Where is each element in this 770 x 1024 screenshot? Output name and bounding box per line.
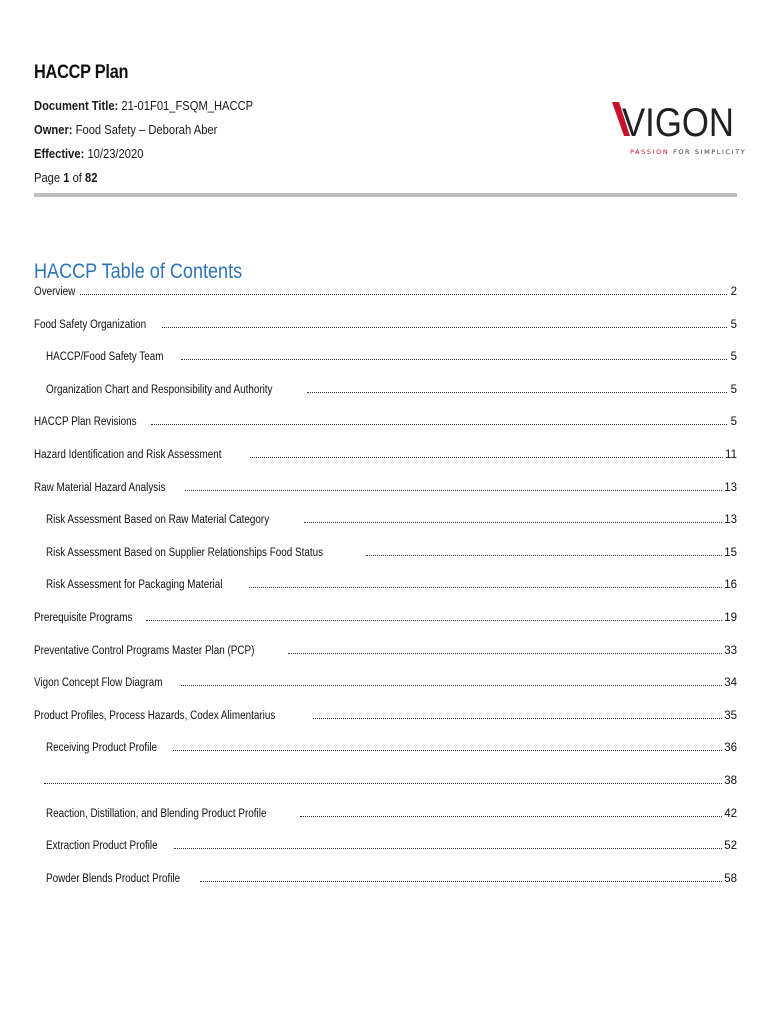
toc-entry-label: Overview — [34, 286, 76, 298]
toc-entry[interactable] — [34, 410, 737, 428]
toc-entry-page-number: 5 — [730, 318, 737, 331]
toc-entry-page-number: 38 — [724, 775, 737, 787]
document-title-label: Document Title: — [34, 98, 119, 113]
toc-entry-page-number: 11 — [725, 449, 737, 461]
toc-entry-leader — [80, 294, 727, 295]
logo-tagline-rest: FOR SIMPLICITY — [672, 148, 747, 156]
toc-entry[interactable] — [46, 834, 737, 852]
document-header — [34, 62, 747, 196]
toc-entry-label: Powder Blends Product Profile — [46, 872, 181, 885]
toc-entry[interactable] — [46, 508, 737, 526]
toc-entry[interactable] — [34, 606, 737, 624]
toc-entry-label: Reaction, Distillation, and Blending Product Profile — [46, 807, 267, 820]
toc-entry-leader — [313, 718, 723, 719]
toc-entry-leader — [250, 457, 723, 458]
toc-entry-page-number: 5 — [730, 416, 737, 429]
logo-tagline — [630, 148, 746, 156]
page-prefix: Page — [34, 170, 61, 185]
toc-entry-label: Vigon Concept Flow Diagram — [34, 677, 163, 690]
toc-entry-page-number: 36 — [724, 742, 737, 755]
toc-entry-label: Receiving Product Profile — [46, 742, 158, 755]
toc-entry[interactable] — [34, 671, 737, 689]
toc-entry[interactable] — [34, 443, 737, 461]
toc-entry-leader — [249, 587, 722, 588]
toc-entry-leader — [146, 620, 722, 621]
toc-entry-leader — [307, 392, 727, 393]
vigon-logo — [612, 98, 747, 158]
toc-entry-page-number: 35 — [724, 709, 737, 722]
toc-entry-leader — [162, 327, 727, 328]
toc-entry-page-number: 5 — [730, 383, 737, 396]
toc-entry-page-number: 19 — [724, 612, 737, 624]
toc-entry-label: Hazard Identification and Risk Assessment — [34, 449, 222, 461]
effective-line — [34, 146, 143, 161]
toc-entry-label: HACCP/Food Safety Team — [46, 351, 164, 364]
toc-entry-leader — [200, 881, 722, 882]
toc-entry-label: HACCP Plan Revisions — [34, 416, 137, 429]
toc-entry-leader — [366, 555, 722, 556]
document-heading: HACCP Plan — [34, 62, 129, 83]
toc-entry-label: Organization Chart and Responsibility and Authority — [46, 383, 273, 396]
toc-entry-leader — [300, 816, 722, 817]
toc-entry-label: Product Profiles, Process Hazards, Codex Alimentarius — [34, 709, 276, 722]
page-counter — [34, 170, 97, 185]
toc-entry-leader — [181, 685, 722, 686]
toc-entry-leader — [174, 848, 722, 849]
toc-entry[interactable] — [46, 802, 737, 820]
toc-entry-leader — [181, 359, 727, 360]
toc-entry[interactable] — [46, 541, 737, 559]
toc-entry-label: Preventative Control Programs Master Plan (PCP) — [34, 644, 255, 657]
toc-entry-label: Extraction Product Profile — [46, 840, 158, 853]
toc-entry[interactable] — [46, 867, 737, 885]
toc-entry-page-number: 13 — [724, 514, 737, 527]
toc-entry-leader — [44, 783, 722, 784]
owner-label: Owner: — [34, 122, 73, 137]
toc-entry[interactable] — [34, 476, 737, 494]
toc-entry-page-number: 33 — [724, 644, 737, 657]
toc-entry-leader — [304, 522, 723, 523]
page-current: 1 — [63, 170, 70, 185]
toc-entry[interactable] — [46, 378, 737, 396]
header-divider — [34, 193, 737, 197]
toc-entry[interactable] — [46, 769, 737, 787]
document-title-value: 21-01F01_FSQM_HACCP — [121, 98, 254, 113]
page-total: 82 — [85, 170, 98, 185]
document-title-line — [34, 98, 253, 113]
effective-label: Effective: — [34, 146, 85, 161]
toc-heading: HACCP Table of Contents — [34, 260, 243, 284]
toc-entry[interactable] — [46, 573, 737, 591]
effective-value: 10/23/2020 — [87, 146, 144, 161]
toc-entry[interactable] — [46, 736, 737, 754]
toc-entry[interactable] — [34, 704, 737, 722]
toc-entry[interactable] — [34, 313, 737, 331]
toc-entry-page-number: 58 — [724, 872, 737, 885]
page-of: of — [72, 170, 82, 185]
toc-entry-page-number: 2 — [730, 286, 737, 298]
toc-entry-leader — [173, 750, 722, 751]
toc-entry-page-number: 52 — [724, 840, 737, 853]
toc-entry[interactable] — [34, 639, 737, 657]
toc-entry[interactable] — [46, 345, 737, 363]
toc-entry-page-number: 42 — [724, 807, 737, 820]
toc-entry-leader — [288, 653, 722, 654]
toc-entry-leader — [151, 424, 727, 425]
toc-entry-label: Food Safety Organization — [34, 318, 147, 331]
owner-line — [34, 122, 217, 137]
toc-entry-page-number: 13 — [724, 481, 737, 494]
toc-entry-leader — [185, 490, 722, 491]
toc-entry-label: Prerequisite Programs — [34, 612, 133, 624]
toc-entry-page-number: 15 — [724, 546, 737, 559]
toc-entry-label: Risk Assessment for Packaging Material — [46, 579, 223, 592]
toc-entry-label: Risk Assessment Based on Raw Material Category — [46, 514, 270, 527]
toc-entry[interactable] — [34, 280, 737, 298]
logo-tagline-accent: PASSION — [630, 148, 670, 156]
logo-wordmark-text: VIGON — [622, 101, 734, 145]
toc-entry-page-number: 5 — [730, 351, 737, 364]
toc-entry-label: Risk Assessment Based on Supplier Relationships Food Status — [46, 546, 324, 559]
toc-entry-label: Raw Material Hazard Analysis — [34, 481, 166, 494]
toc-entry-page-number: 16 — [724, 579, 737, 592]
owner-value: Food Safety – Deborah Aber — [75, 122, 218, 137]
toc-entry-page-number: 34 — [724, 677, 737, 690]
logo-wordmark — [612, 98, 736, 144]
logo-wordmark-graphic — [612, 98, 736, 144]
